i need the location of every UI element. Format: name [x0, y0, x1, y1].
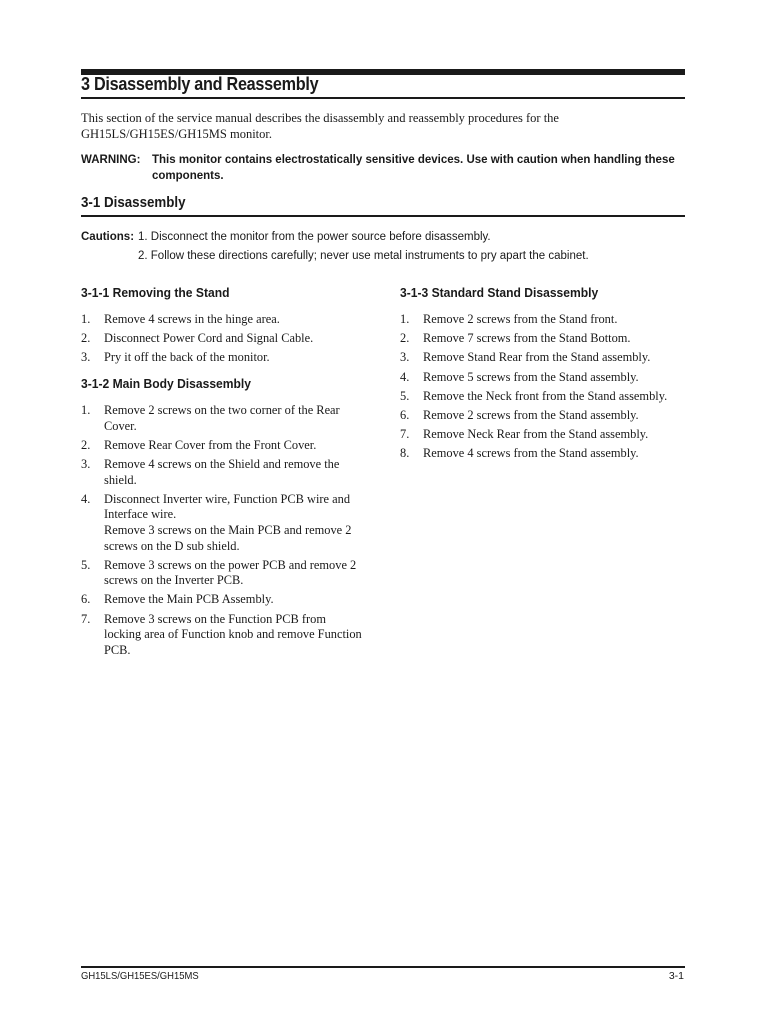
step-text: Disconnect Inverter wire, Function PCB wire and Interface wire.	[104, 491, 351, 522]
stand-removal-title: 3-1-1 Removing the Stand	[81, 285, 230, 300]
footer-rule	[81, 966, 685, 968]
step-item	[81, 403, 366, 434]
step-text: Remove 5 screws from the Stand assembly.	[423, 369, 639, 384]
step-item	[400, 427, 690, 443]
step-item	[400, 446, 690, 462]
main-body-steps	[81, 403, 366, 658]
main-body-title: 3-1-2 Main Body Disassembly	[81, 375, 252, 391]
cautions-block	[81, 228, 691, 266]
step-text: Remove 2 screws from the Stand front.	[423, 312, 618, 326]
step-item	[81, 312, 366, 328]
step-number: 7.	[81, 611, 91, 626]
step-text: Remove the Main PCB Assembly.	[104, 592, 274, 607]
standard-stand-title: 3-1-3 Standard Stand Disassembly	[400, 285, 599, 300]
cautions-label: Cautions:	[81, 231, 135, 243]
right-column	[400, 285, 690, 466]
step-number: 1.	[81, 312, 91, 326]
stand-removal-steps	[81, 312, 366, 366]
step-number: 5.	[400, 388, 410, 403]
step-text: Remove 4 screws on the Shield and remove the shield.	[104, 456, 340, 487]
step-number: 3.	[81, 456, 91, 471]
step-item	[400, 370, 690, 386]
step-number: 6.	[400, 407, 410, 422]
disassembly-underline	[81, 215, 685, 217]
step-item	[400, 408, 690, 424]
caution-item: 1. Disconnect the monitor from the power source before disassembly.	[138, 231, 491, 243]
step-text: Remove 4 screws from the Stand assembly.	[423, 446, 639, 461]
title-underline	[81, 97, 685, 99]
step-number: 5.	[81, 557, 91, 572]
intro-paragraph: This section of the service manual describes the disassembly and reassembly procedures for the GH15LS/GH15ES/GH15MS monitor.	[81, 111, 559, 141]
footer-model: GH15LS/GH15ES/GH15MS	[81, 970, 199, 982]
step-item	[81, 592, 366, 608]
step-number: 4.	[400, 369, 410, 384]
left-column	[81, 285, 366, 662]
warning-label: WARNING:	[81, 154, 141, 166]
step-item	[81, 612, 366, 659]
step-number: 3.	[400, 350, 410, 365]
disassembly-title: 3-1 Disassembly	[81, 195, 186, 211]
step-item	[81, 558, 366, 589]
step-number: 2.	[81, 437, 91, 452]
warning-note	[81, 152, 681, 184]
step-text: Remove 7 screws from the Stand Bottom.	[423, 331, 631, 346]
step-item	[81, 350, 366, 366]
step-text: Remove the Neck front from the Stand assembly.	[423, 388, 668, 403]
step-item	[81, 331, 366, 347]
step-text: Remove 4 screws in the hinge area.	[104, 312, 280, 326]
step-item	[400, 312, 690, 328]
step-number: 7.	[400, 427, 410, 442]
step-item	[400, 389, 690, 405]
caution-item: 2. Follow these directions carefully; never use metal instruments to pry apart the cabinet.	[138, 250, 589, 262]
step-text: Remove 2 screws from the Stand assembly.	[423, 407, 639, 422]
step-item	[81, 438, 366, 454]
step-text: Remove 3 screws on the power PCB and remove 2 screws on the Inverter PCB.	[104, 557, 357, 588]
step-text: Remove Neck Rear from the Stand assembly.	[423, 427, 649, 442]
step-number: 1.	[81, 402, 91, 417]
step-item	[81, 457, 366, 488]
step-text: Remove Rear Cover from the Front Cover.	[104, 437, 317, 452]
step-text: Remove 3 screws on the Function PCB from locking area of Function knob and remove Function PCB.	[104, 611, 362, 657]
step-text: Remove 2 screws on the two corner of the Rear Cover.	[104, 402, 340, 433]
step-number: 3.	[81, 350, 91, 365]
step-number: 4.	[81, 491, 91, 506]
step-number: 2.	[400, 331, 410, 346]
step-number: 2.	[81, 331, 91, 346]
step-text: Remove Stand Rear from the Stand assembly.	[423, 350, 651, 365]
footer-page-number: 3-1	[668, 970, 684, 982]
warning-text: This monitor contains electrostatically sensitive devices. Use with caution when handling these components.	[152, 154, 675, 182]
step-number: 1.	[400, 312, 410, 326]
step-number: 6.	[81, 592, 91, 607]
section-title: 3 Disassembly and Reassembly	[81, 74, 319, 94]
step-text: Disconnect Power Cord and Signal Cable.	[104, 331, 314, 346]
step-item	[400, 350, 690, 366]
step-number: 8.	[400, 446, 410, 461]
step-item	[400, 331, 690, 347]
standard-stand-steps	[400, 312, 690, 462]
step-item	[81, 492, 366, 554]
step-text-continued: Remove 3 screws on the Main PCB and remove 2 screws on the D sub shield.	[104, 522, 352, 553]
step-text: Pry it off the back of the monitor.	[104, 350, 270, 365]
